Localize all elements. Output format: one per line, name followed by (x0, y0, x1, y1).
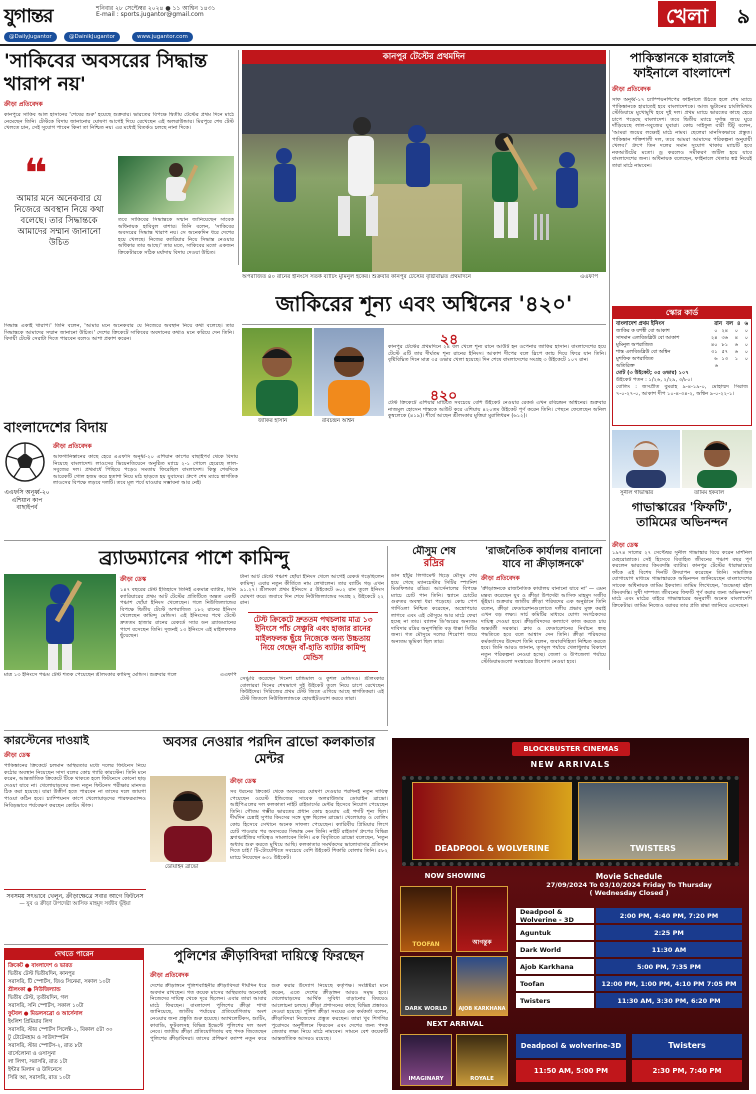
tv-guide-line: ক্রিকেট ● বাংলাদেশ ও ভারত (8, 963, 73, 969)
bravo-photo (150, 776, 226, 862)
next-show-1-title: Deadpool & wolverine-3D (516, 1034, 626, 1058)
schedule-table (516, 908, 742, 1016)
farewell-article (4, 420, 238, 530)
poster-dark-world[interactable] (400, 956, 452, 1016)
schedule-row[interactable] (516, 942, 742, 957)
schedule-note: ( Wednesday Closed ) (589, 889, 669, 897)
column-divider (609, 50, 610, 670)
kamindu-pull-quote: টেস্ট ক্রিকেটে দ্রুততম পথচলায় মাত্র ১৩ ইনিংসে পাঁচ সেঞ্চুরি এবং হাজার রানের মাইলফলক ছুঁয়ে নিজেকে অন্য উচ্চতায় নিয়ে গেছেন বাঁ-হাতি ব্যাটার কামিন্দু মেন্ডিস (248, 612, 378, 672)
schedule-dates: 27/09/2024 To 03/10/2024 Friday To Thursday (546, 881, 712, 889)
batter-name: মুমিনুল অপরাজিত (616, 342, 653, 348)
masthead-rule (0, 44, 756, 46)
gavaskar-byline: ক্রীড়া ডেস্ক (612, 542, 639, 549)
col-head: ৪ (736, 321, 741, 327)
gavaskar-body: ১৯৭৪ সালের ২৭ সেপ্টেম্বর সুনীল গাভাস্কার বিয়ে করেন মার্শনিল মেহরোত্রাকে। সেই হিসেবে বিবাহিত জীবনের পঞ্চাশ বছর পূর্ণ করলেন ভারতের কিংবদন্তি ব্যাটার। কানপুর টেস্টের ধারাভাষ্যের ফাঁকে এই বিশেষ দিনটি উদযাপন করেছেন তিনি। সামাজিক যোগাযোগ মাধ্যমে গাভাস্কারকে অভিনন্দন জানিয়েছেন বাংলাদেশের সাবেক অধিনায়ক তামিম ইকবাল। তামিম লিখেছেন, 'শুভেচ্ছা রইল কিংবদন্তি। সুখী দাম্পত্য জীবনের ফিফটি পূর্ণ করার জন্য অভিনন্দন।' মাঠে এবং মাঠের বাইরে গাভাস্কারের অনুরাগী অনেক বাংলাদেশি ক্রিকেটার। তামিম নিজেও বরাবর তার প্রতি শ্রদ্ধা জানিয়ে এসেছেন। (612, 550, 752, 609)
kamindu-col1 (120, 574, 236, 670)
score-cell: ৬ (734, 342, 738, 348)
tv-guide (4, 948, 144, 1090)
schedule-movie: Deadpool & Wolverine - 3D (516, 908, 594, 923)
schedule-time: 11:30 AM, 3:30 PM, 6:20 PM (596, 993, 742, 1008)
score-cell: ০ (744, 349, 748, 355)
schedule-row[interactable] (516, 993, 742, 1008)
scorecard-title: স্কোর কার্ড (613, 307, 751, 319)
sakib-body-bottom: সিদ্ধান্ত একাই খারাপ।' তিনি বলেন, 'আমার মনে অনেকবার যে নিজেরে অবস্থান নিয়ে কথা বলেছে। তার সিদ্ধান্তকে আমাদের সম্মান জানানো উচিত।' দেশের ক্রিকেটে সাকিবের অবদানের কথাও মনে করিয়ে দেন তিনি। বিদায়ী টেস্টে সেরাটা দিতে পারবেন বলেও আশা প্রকাশ করেন। (4, 323, 234, 343)
scorecard-row (616, 342, 748, 349)
rodri-headline-1: মৌসুম শেষ (412, 546, 456, 557)
score-cell: ০ (744, 356, 748, 362)
tamim-photo (682, 430, 752, 488)
tv-guide-line: সরাসরি, স্টার স্পোর্টস সিলেক্ট-১, বিকাল ৫টা ৩০ (8, 1027, 113, 1033)
next-show-2-title: Twisters (632, 1034, 742, 1058)
batsman-figure-icon (4, 574, 116, 670)
ashwin-photo-caption: রবিচন্দ্রন অশ্বিন (322, 418, 355, 424)
now-showing-label: NOW SHOWING (424, 872, 486, 880)
poster-twisters[interactable] (578, 782, 728, 860)
kirsten-byline: ক্রীড়া ডেস্ক (4, 752, 31, 759)
divider (4, 540, 606, 541)
pakistan-article (612, 50, 752, 304)
section-title: খেলা (658, 1, 716, 27)
schedule-row[interactable] (516, 959, 742, 974)
bravo-photo-caption: ডোয়াইন ব্রাভো (165, 864, 199, 870)
batter-name: অতিরিক্ত (616, 363, 635, 369)
tv-guide-line: শ্রীলংকা ● নিউজিল্যান্ড (8, 987, 61, 993)
rodri-body: ডান হাঁটুর লিগামেন্ট ছিঁড়ে মৌসুম শেষ হয়ে গেছে ম্যানচেস্টার সিটির স্প্যানিশ মিডফিল্ডার রদ্রির। আর্সেনালের বিপক্ষে ম্যাচে চোট পান তিনি। স্ক্যানে চোটের গুরুতর অবস্থা ধরা পড়েছে। কোচ পেপ গার্দিওলা নিশ্চিত করেছেন, অস্ত্রোপচার লাগবে এবং এই মৌসুমে আর মাঠে ফেরা হচ্ছে না তার। ব্যালন ডি'অরের অন্যতম দাবিদার রদ্রির অনুপস্থিতি বড় ধাক্কা সিটির জন্য। গত মৌসুমে দলের শিরোপা জয়ে অন্যতম ভূমিকা ছিল তার। (391, 573, 477, 645)
batter-name: জাকির ক যশস্বী বো আকাশ (616, 328, 670, 334)
score-cell: ৩১ (711, 349, 718, 355)
scorecard-row (616, 335, 748, 342)
score-cell: ৪ (734, 335, 738, 341)
tv-guide-list (5, 960, 143, 1084)
score-cell: ০ (714, 328, 718, 334)
sakib-photo (118, 156, 234, 214)
schedule-movie: Aguntuk (516, 925, 594, 940)
next-show-1-time: 11:50 AM, 5:00 PM (516, 1060, 626, 1082)
score-cell (742, 363, 748, 370)
bravo-body: সব ধরনের ক্রিকেট থেকে অবসরের ঘোষণা দেওয়ার পরদিনই নতুন দায়িত্ব পেয়েছেন ওয়েস্ট ইন্ডিজের সাবেক অলরাউন্ডার ডোয়াইন ব্রাভো। আইপিএলের দল কলকাতা নাইট রাইডার্সের মেন্টর হিসেবে নিয়োগ পেয়েছেন তিনি। গৌতম গম্ভীর ভারতের প্রধান কোচ হওয়ায় এই পদটি শূন্য ছিল। দীর্ঘদিন চেন্নাই সুপার কিংসের সঙ্গে যুক্ত ছিলেন ব্রাভো। খেলোয়াড় ও বোলিং কোচ হিসেবে সেখানে অনেক সাফল্য পেয়েছেন। ক্যারিবীয় প্রিমিয়ার লিগে চোট পাওয়ার পর অবসরের সিদ্ধান্ত নেন তিনি। নাইট রাইডার্স গ্রুপের বিভিন্ন ফ্র্যাঞ্চাইজির দায়িত্বও সামলাবেন তিনি। এক বিবৃতিতে ব্রাভো বলেছেন, 'নতুন অধ্যায় শুরু করতে মুখিয়ে আছি। কলকাতার সমর্থকদের ভালোবাসার প্রতিদান দিতে চাই।' টি-টোয়েন্টিতে সবচেয়ে বেশি উইকেট শিকারি বোলার তিনি। ৫৮২ ম্যাচে নিয়েছেন ৬৩১ উইকেট। (230, 789, 388, 861)
political-body: 'ক্রীড়াঙ্গনকে রাজনৈতিক কার্যালয় বানানো যাবে না' — এমন মন্তব্য করেছেন যুব ও ক্রীড়া উপদেষ্টা আসিফ মাহমুদ সজীব ভূঁইয়া। শুক্রবার জাতীয় ক্রীড়া পরিষদের এক অনুষ্ঠানে তিনি বলেন, ক্রীড়া ফেডারেশনগুলোতে দলীয় প্রভাব মুক্ত করাই এখন বড় লক্ষ্য। সার্চ কমিটির মাধ্যমে যোগ্য সংগঠকদের দায়িত্ব দেওয়া হবে। ক্রীড়াবিদদের কল্যাণে কাজ করতে চায় অন্তর্বর্তী সরকার। ক্লাব ও ফেডারেশনের নির্বাচন স্বচ্ছ পদ্ধতিতে হবে বলে আশ্বাস দেন তিনি। ক্রীড়া পরিষদের কর্মকর্তাদের উদ্দেশে তিনি বলেন, জবাবদিহিতা নিশ্চিত করতে হবে। তিনি আরও জানান, তৃণমূল পর্যায়ে খেলাধুলার বিকাশে নতুন পরিকল্পনা নেওয়া হচ্ছে। জেলা ও উপজেলা পর্যায়ে স্টেডিয়ামগুলো সংস্কারের উদ্যোগ নেওয়া হবে। (481, 586, 606, 665)
tv-guide-line: দ্বিতীয় টেস্ট, তৃতীয়দিন, গল (8, 995, 69, 1001)
kamindu-body-2: টানা আট টেস্টে পঞ্চাশ ছোঁয়া ইনিংস খেলে আগেই রেকর্ড গড়েছিলেন কামিন্দু। এবার নতুন কীর্তিতে নাম লেখালেন। তার ব্যাটিং গড় এখন ৯১.২৭। শ্রীলংকা প্রথম ইনিংসে ৫ উইকেটে ৬০২ রান তুলে ইনিংস ঘোষণা করে। জবাবে দিন শেষে নিউজিল্যান্ডের সংগ্রহ ২ উইকেটে ২২ রান। (240, 574, 384, 607)
kamindu-caption: মাত্র ১৩ ইনিংসে পঞ্চম টেস্ট শতক পেয়েছেন শ্রীলংকার কামিন্দু মেন্ডিস। শুক্রবার গলে (4, 672, 177, 678)
next-show-2[interactable] (632, 1034, 742, 1086)
batter-name: শান্ত এলবিডব্লিউ বো অশ্বিন (616, 349, 671, 355)
political-byline: ক্রীড়া প্রতিবেদক (481, 575, 520, 582)
score-cell: ১৩ (721, 356, 728, 362)
kamindu-byline: ক্রীড়া ডেস্ক (120, 576, 147, 583)
col-head: বল (725, 321, 733, 327)
schedule-time: 11:30 AM (596, 942, 742, 957)
poster-aguntuk[interactable] (456, 886, 508, 952)
scorecard-subtitle: বাংলাদেশ প্রথম ইনিংস (616, 321, 665, 327)
tv-guide-line: সরাসরি, সনি স্পোর্টস, সকাল ১০টা (8, 1003, 84, 1009)
schedule-header (516, 872, 742, 904)
tv-guide-line: বার্সেলোনা ও ওসাসুনা (8, 1051, 56, 1057)
email-line: E-mail : sports.jugantor@gmail.com (96, 11, 204, 18)
score-cell: ৬ (714, 356, 718, 362)
score-cell: ০ (744, 342, 748, 348)
poster-toofan[interactable] (400, 886, 452, 952)
kamindu-credit: এএফপি (220, 672, 237, 678)
cricket-field-scene-icon (242, 64, 606, 272)
kanpur-caption: অপরাজিত ৪০ রানের ইনিংসে সতর্ক ব্যাটিং মুমিনুল হকের। শুক্রবার কানপুর টেস্টের বৃষ্টিবিঘ্নিত প্রথমদিনে (242, 274, 472, 280)
political-article (481, 546, 606, 726)
page-number: ৯ (737, 4, 750, 28)
scorecard-fow: উইকেট পতন : ১/২৬, ২/২৯, ৩/৮০। (616, 377, 693, 383)
quote-mark-icon: ❝ (24, 151, 48, 197)
poster-royale-title: ROYALE (470, 1076, 494, 1082)
kamindu-body-1: ১৪৭ বছরের টেস্ট ইতিহাসে তিনিই একমাত্র ব্যাটার, যিনি ক্যারিয়ারের প্রথম আট টেস্টের প্রতিটিতে অন্তত একটি পঞ্চাশ ছোঁয়া ইনিংস খেলেছেন। গলে নিউজিল্যান্ডের বিপক্ষে দ্বিতীয় টেস্টে অপরাজিত ১৮২ রানের ইনিংস খেলেছেন কামিন্দু মেন্ডিস। এই ইনিংসের পথে টেস্টে দ্রুততম হাজার রানের রেকর্ডে স্যার ডন ব্র্যাডম্যানের পাশে বসেছেন তিনি। দুজনই ১৩ ইনিংসে এই মাইলফলক ছুঁয়েছেন। (120, 587, 236, 640)
ashwin-body: টেস্ট ক্রিকেটে এশিয়ার মাটিতে সবচেয়ে বেশি উইকেট নেওয়ার রেকর্ড এখন রবিচন্দ্রন অশ্বিনের। শুক্রবার নাজমুল হোসেন শান্তকে আউট করে এশিয়ায় ৪২০তম উইকেট পূর্ণ করেন তিনি। পেছনে ফেলেছেন অনিল কুম্বলেকে (৪১৯)। শীর্ষে আছেন শ্রীলংকার মুত্তিয়া মুরালিধরন (৬১২)। (388, 400, 606, 420)
schedule-time: 5:00 PM, 7:35 PM (596, 959, 742, 974)
scorecard-rows (616, 328, 748, 370)
tv-guide-line: ইন্টার মিলান ও উদিনেসে (8, 1067, 62, 1073)
divider (4, 944, 388, 945)
bravo-text (230, 776, 388, 936)
col-head: রান (714, 321, 722, 327)
divider (242, 324, 606, 325)
farewell-side-label: এএফসি অনূর্ধ্ব-২০ এশিয়ান কাপ বাছাইপর্ব (4, 489, 50, 511)
player-portrait-icon (150, 776, 226, 862)
schedule-movie: Ajob Karkhana (516, 959, 594, 974)
poster-toofan-title: TOOFAN (412, 941, 440, 948)
pakistan-headline: পাকিস্তানকে হারালেই ফাইনালে বাংলাদেশ (629, 50, 735, 80)
score-cell (732, 363, 738, 370)
masthead (0, 0, 756, 44)
bravo-byline: ক্রীড়া ডেস্ক (230, 778, 257, 785)
tv-guide-line: লা লিগা, সরাসরি, রাত ১টা (8, 1059, 68, 1065)
schedule-movie: Twisters (516, 993, 594, 1008)
tv-guide-line: টু টোটেনহাম ও সাউদাম্পটন (8, 1035, 69, 1041)
scorecard-row (616, 328, 748, 335)
player-portrait-icon (242, 328, 312, 416)
schedule-row[interactable] (516, 976, 742, 991)
gavaskar-caption: সুনীল গাভাস্কার (620, 490, 654, 496)
cinema-ad[interactable] (392, 738, 749, 1090)
zakir-stat-number: ২৪ (440, 332, 459, 348)
ad-brand: BLOCKBUSTER CINEMAS (512, 742, 630, 756)
column-divider (387, 546, 388, 726)
score-cell: ২৪ (721, 328, 728, 334)
batter-name: সাদমান এলবিডব্লিউ বো আকাশ (616, 335, 680, 341)
kirsten-body: পাকিস্তানের ক্রিকেটে চলমান অস্থিরতার মধ্যে দলের ফিটনেস নিয়ে কঠোর অবস্থান নিয়েছেন সাদা বলের কোচ গ্যারি কারস্টেন। তিনি মনে করেন, আন্তর্জাতিক ক্রিকেটে টিকে থাকতে হলে ফিটনেসে কোনো ছাড় দেওয়া যাবে না। খেলোয়াড়দের জন্য নতুন ফিটনেস পরীক্ষার মানদণ্ড ঠিক করা হয়েছে। যারা উত্তীর্ণ হতে পারবেন না তাদের দলে জায়গা পাওয়া কঠিন হবে। চ্যাম্পিয়নস কাপে খেলোয়াড়দের পারফরম্যান্সও নিবিড়ভাবে পর্যবেক্ষণ করছেন কোচিং স্টাফ। (4, 763, 146, 809)
dateline: শনিবার ২৮ সেপ্টেম্বর ২০২৪ ● ১১ আশ্বিন ১৪৩১ (96, 5, 216, 12)
football-icon (4, 441, 46, 483)
tv-guide-line: সরাসরি, টি স্পোর্টস, জিও সিনেমা, সকাল ১০টা (8, 979, 111, 985)
police-headline: পুলিশের ক্রীড়াবিদরা দায়িত্বে ফিরছেন (174, 949, 364, 964)
score-cell: ৬ (734, 349, 738, 355)
tv-guide-line: সরাসরি, স্টার স্পোর্টস-২, রাত ৮টা (8, 1043, 83, 1049)
tv-guide-line: সিরি আ, সরাসরি, রাত ১০টা (8, 1075, 71, 1081)
poster-twisters-title: TWISTERS (630, 844, 676, 853)
zakir-headline: জাকিরের শূন্য এবং অশ্বিনের '৪২০' (275, 291, 573, 316)
score-cell: ০ (734, 328, 738, 334)
schedule-time: 12:00 PM, 1:00 PM, 4:10 PM 7:05 PM (596, 976, 742, 991)
gavaskar-photo (612, 430, 680, 488)
score-cell: ৩৬ (721, 335, 728, 341)
poster-deadpool-title: DEADPOOL & WOLVERINE (434, 844, 550, 853)
sakib-quote: আমার মনে অনেকবার যে নিজেরে অবস্থান নিয়ে কথা বলেছে। তার সিদ্ধান্তকে আমাদের সম্মান জানানো উচিত (14, 194, 104, 248)
kamindu-photo (4, 574, 116, 670)
scorecard-total: মোট (৩ উইকেট; ৩৫ ওভার) ১০৭ (616, 370, 689, 376)
kamindu-body-3: সেঞ্চুরি করেছেন দিনেশ চান্ডিমাল ও কুশল মেন্ডিসও। শ্রীলংকার বোলাররা দিনের শেষভাগে দুই উইকেট তুলে নিয়ে চাপে রেখেছেন কিউইদের। সিরিজের প্রথম টেস্ট জিতে এগিয়ে আছে স্বাগতিকরা। এই টেস্ট জিতলে নিউজিল্যান্ডকে হোয়াইটওয়াশ করবে তারা। (240, 676, 384, 702)
schedule-time: 2:25 PM (596, 925, 742, 940)
score-cell: ০ (744, 328, 748, 334)
police-article (150, 970, 388, 1090)
poster-ajob-karkhana-title: AJOB KARKHANA (458, 1006, 506, 1012)
instagram-link[interactable]: @DainikJugantor (64, 32, 120, 42)
police-byline: ক্রীড়া প্রতিবেদক (150, 972, 189, 979)
kirsten-headline: কারস্টেনের দাওয়াই (4, 734, 89, 747)
kanpur-credit: এএফপি (580, 274, 598, 280)
column-divider (238, 50, 239, 265)
schedule-movie: Dark World (516, 942, 594, 957)
sakib-body-mid: তবে সাকিবের সিদ্ধান্তকে সম্মান জানিয়েছেন সাবেক অধিনায়ক হাবিবুল বাশার। তিনি বলেন, 'সাকিবের অবসরের সিদ্ধান্ত খারাপ নয়। সে অনেকদিন ধরে দেশের হয়ে খেলছে। নিজের ক্যারিয়ার নিয়ে সিদ্ধান্ত নেওয়ার অধিকার তার আছে।' তার মতে, সাকিবের মতো একজন ক্রিকেটারকে সঠিক মর্যাদায় বিদায় দেওয়া উচিত। (118, 217, 234, 256)
score-cell: ২৪ (710, 335, 718, 341)
advisor-quote: সবসময় সৎভাবে খেলুন, ক্রীড়াক্ষেত্রে সবার আগে ফিটনেস (4, 889, 146, 901)
sakib-quote-box (4, 151, 114, 316)
person-portrait-icon (612, 430, 680, 488)
zakir-photo (242, 328, 312, 416)
gavaskar-headline: গাভাস্কারের 'ফিফটি', তামিমের অভিনন্দন (631, 500, 733, 529)
next-show-1[interactable] (516, 1034, 626, 1086)
person-portrait-icon (682, 430, 752, 488)
pakistan-byline: ক্রীড়া প্রতিবেদক (612, 86, 651, 93)
poster-ajob-karkhana[interactable] (456, 956, 508, 1016)
scorecard-bowling: বোলিং : জসপ্রীত বুমরাহ ৯-৪-১৯-০, মোহাম্মদ সিরাজ ৭-০-২৭-০, আকাশ দীপ ১০-৪-৩৪-২, অশ্বিন ৯-০-২২-১। (616, 384, 748, 397)
police-body: দেশের ক্রীড়াঙ্গনে পুলিশবাহিনীর ক্রীড়াবিদরা দীর্ঘদিন ধরে অবদান রাখছেন। গত কয়েক মাসের অস্থিরতায় অনেকেই নিজেদের দায়িত্ব থেকে দূরে ছিলেন। এবার তারা আবার মাঠে ফিরছেন। বাংলাদেশ পুলিশের ক্রীড়া শাখা জানিয়েছে, জাতীয় পর্যায়ের প্রতিযোগিতায় অংশ নেওয়ার জন্য প্রস্তুতি শুরু হয়েছে। অ্যাথলেটিকস, শ্যুটিং, কাবাডি, ফুটবলসহ বিভিন্ন ইভেন্টে পুলিশের দল অংশ নেবে। জাতীয় ক্রীড়া প্রতিযোগিতায় বহু পদক জিতেছেন পুলিশের ক্রীড়াবিদরা। তাদের প্রশিক্ষণ ক্যাম্প নতুন করে শুরু করার উদ্যোগ নিয়েছে কর্তৃপক্ষ। সংশ্লিষ্টরা মনে করেন, এতে দেশের ক্রীড়াঙ্গন আরও সমৃদ্ধ হবে। খেলোয়াড়দের আর্থিক সুবিধা বাড়ানোর বিষয়েও আলোচনা চলছে। ক্রীড়া প্রশাসনের কাছে বিভিন্ন প্রস্তাবও দেওয়া হয়েছে। পুলিশ ক্রীড়া সংঘের এক কর্মকর্তা বলেন, ক্রীড়াবিদরা নিজেদের প্রস্তুত করছেন। তারা খুব শিগগির পুরোদমে অনুশীলনে ফিরবেন এবং দেশের জন্য পদক জেতার লক্ষ্য নিয়ে মাঠে নামবেন। সামনে বেশ কয়েকটি আন্তর্জাতিক আসরও রয়েছে। (150, 983, 388, 1042)
poster-royale[interactable] (456, 1034, 508, 1086)
schedule-movie: Toofan (516, 976, 594, 991)
advisor-quote-by: — যুব ও ক্রীড়া উপদেষ্টা আসিফ মাহমুদ সজীব ভূঁইয়া (19, 901, 131, 907)
kirsten-article (4, 734, 146, 942)
tv-guide-title: দেখতে পারেন (5, 949, 143, 960)
rodri-article (391, 546, 477, 726)
schedule-row[interactable] (516, 908, 742, 923)
sakib-headline: 'সাকিবের অবসরের সিদ্ধান্ত খারাপ নয়' (4, 50, 208, 95)
sakib-byline: ক্রীড়া প্রতিবেদক (4, 101, 43, 108)
next-arrival-label: NEXT ARRIVAL (426, 1020, 484, 1028)
kanpur-photo (242, 64, 606, 272)
farewell-byline: ক্রীড়া প্রতিবেদক (53, 443, 92, 450)
pakistan-body: সাফ অনূর্ধ্ব-১৭ চ্যাম্পিয়নশিপের ফাইনালে উঠতে হলে শেষ ম্যাচে পাকিস্তানকে হারাতেই হবে বাংলাদেশকে। আজ ভুটানের চাংলিমিথাং স্টেডিয়ামে মুখোমুখি হবে দুই দল। প্রথম ম্যাচে ভারতের কাছে হেরে চাপে পড়েছে বাংলাদেশ। তবে দ্বিতীয় ম্যাচে দুর্দান্ত জয়ে ঘুরে দাঁড়িয়েছে লাল-সবুজের যুবারা। কোচ সাইফুল বারী টিটু বলেন, 'আমরা জয়ের লক্ষ্যেই মাঠে নামব। ছেলেরা মানসিকভাবে প্রস্তুত। পাকিস্তান শক্তিশালী দল, তবে আমরা আমাদের পরিকল্পনা অনুযায়ী খেলব।' গ্রুপে তিন দলের সমান সুযোগ থাকায় ম্যাচটি হবে নকআউটের মতো। ড্র করলেও সমীকরণ জটিল হয়ে যাবে বাংলাদেশের জন্য। অধিনায়ক বলেছেন, ফাইনালে খেলার স্বপ্ন নিয়েই তারা মাঠে নামবেন। (612, 97, 752, 169)
divider (4, 730, 388, 731)
ashwin-photo (314, 328, 384, 416)
kanpur-banner: কানপুর টেস্টের প্রথমদিন (242, 50, 606, 64)
rodri-headline-2: রদ্রির (423, 558, 445, 569)
new-arrivals-label: NEW ARRIVALS (530, 760, 611, 769)
score-cell: ৬ (714, 363, 718, 369)
score-cell (722, 363, 728, 370)
poster-imaginary[interactable] (400, 1034, 452, 1086)
batter-name: মুশফিক অপরাজিত (616, 356, 654, 362)
score-cell: ১ (734, 356, 738, 362)
schedule-time: 2:00 PM, 4:40 PM, 7:20 PM (596, 908, 742, 923)
poster-deadpool[interactable] (412, 782, 572, 860)
website-link[interactable]: www.jugantor.com (132, 32, 193, 42)
col-head: ৬ (744, 321, 748, 327)
scorecard-row (616, 356, 748, 363)
tamim-caption: তামিম ইকবাল (694, 490, 725, 496)
cricketer-figure-icon (118, 156, 234, 214)
farewell-headline: বাংলাদেশের বিদায় (4, 420, 108, 436)
schedule-title: Movie Schedule (595, 872, 663, 881)
schedule-row[interactable] (516, 925, 742, 940)
sakib-body-top: কানপুরে সাকিব আল হাসানের 'শেষের শুরু' হয়েছে শুক্রবার। ভারতের বিপক্ষে দ্বিতীয় টেস্টের প্রথম দিনে মাঠে নেমেছেন তিনি। টেস্টকে বিদায় জানানোর ঘোষণা আগেই দিয়ে রেখেছেন এই অলরাউন্ডার। মিরপুরে শেষ টেস্ট খেলতে চান, সেই সুযোগ পাবেন কিনা তা নিশ্চিত নয়। এর মধ্যেই বিতর্কও চলছে নানা দিকে। (4, 112, 234, 132)
farewell-body: আফগানিস্তানের কাছে হেরে এএফসি অনূর্ধ্ব-২০ এশিয়ান কাপের বাছাইপর্ব থেকে বিদায় নিয়েছে বাংলাদেশ। লাওসের ভিয়েনতিয়েনে অনুষ্ঠিত ম্যাচে ২-১ গোলে হেরেছে লাল-সবুজের দল। প্রথমার্ধে পিছিয়ে পড়েও সমতায় ফিরেছিল বাংলাদেশ। কিন্তু শেষদিকে আরেকটি গোল হজম করে হতাশা নিয়ে মাঠ ছাড়তে হয় যুবাদের। গ্রুপে শেষ ম্যাচে স্বাগতিক লাওসের বিপক্ষে লড়বে দলটি। তবে মূল পর্বে যাওয়ার সম্ভাবনা আর নেই। (53, 454, 238, 487)
scorecard (612, 306, 752, 426)
tv-guide-line: ইংলিশ প্রিমিয়ার লিগ (8, 1019, 53, 1025)
political-headline: 'রাজনৈতিক কার্যালয় বানানো যাবে না ক্রীড়াঙ্গনকে' (484, 546, 603, 570)
facebook-link[interactable]: @DailyJugantor (4, 32, 57, 42)
zakir-body: কানপুর টেস্টের প্রথমদিনে ২৪ বল খেলে শূন্য রানে আউট হন ওপেনার জাকির হাসান। বাংলাদেশের হয়ে টেস্টে এটি তার দীর্ঘতম শূন্য রানের ইনিংস। আকাশ দীপের বলে স্লিপে ক্যাচ দিয়ে ফিরে যান তিনি। বৃষ্টিবিঘ্নিত দিনে মাত্র ৩৫ ওভার খেলা হয়েছে। দিন শেষে বাংলাদেশের সংগ্রহ ৩ উইকেটে ১০৭ রান। (388, 344, 606, 364)
tv-guide-line: ফুটবল ● মিডলসব্রো ও আর্সেনাল (8, 1011, 83, 1017)
ashwin-stat-number: ৪২০ (430, 388, 458, 404)
poster-imaginary-title: IMAGINARY (408, 1076, 444, 1082)
poster-aguntuk-title: আগন্তুক (472, 939, 492, 946)
next-show-2-time: 2:30 PM, 7:40 PM (632, 1060, 742, 1082)
bravo-headline: অবসর নেওয়ার পরদিন ব্রাভো কলকাতার মেন্টর (163, 735, 375, 767)
newspaper-logo: যুগান্তর (4, 5, 53, 27)
poster-dark-world-title: DARK WORLD (404, 1006, 448, 1012)
scorecard-row (616, 349, 748, 356)
tv-guide-line: দ্বিতীয় টেস্ট দ্বিতীয়দিন, কানপুর (8, 971, 75, 977)
player-portrait-icon (314, 328, 384, 416)
score-cell: ৫৭ (721, 349, 728, 355)
zakir-photo-caption: জাকির হাসান (258, 418, 288, 424)
score-cell: ৪০ (711, 342, 718, 348)
kamindu-headline: ব্র্যাডম্যানের পাশে কামিন্দু (98, 547, 290, 569)
score-cell: ০ (744, 335, 748, 341)
score-cell: ৮১ (721, 342, 728, 348)
scorecard-row (616, 363, 748, 370)
